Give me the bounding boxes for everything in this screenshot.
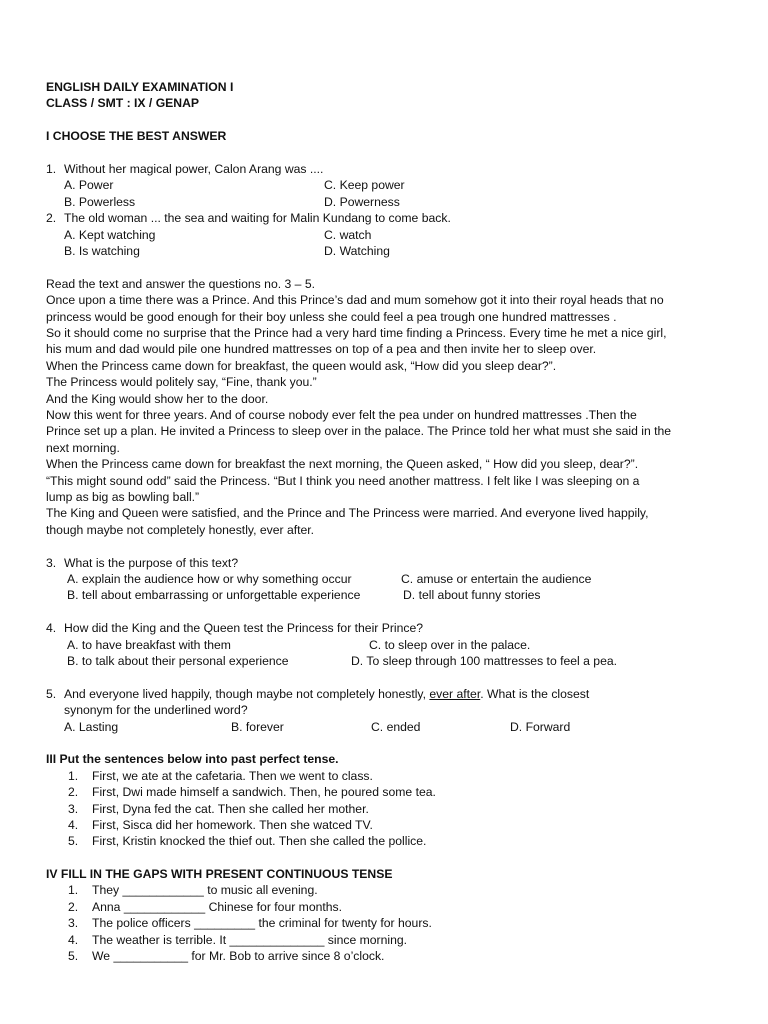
passage-line: lump as big as bowling ball.” (46, 490, 200, 505)
item-number: 1. (68, 883, 79, 898)
q3-option-d: D. tell about funny stories (403, 588, 541, 603)
item-text: They ____________ to music all evening. (92, 883, 318, 898)
section4-item (46, 899, 722, 915)
q4-number: 4. (46, 621, 57, 636)
passage-line: So it should come no surprise that the Prince had a very hard time finding a Princess. Every time he met a nice girl, (46, 325, 667, 340)
q1-text: Without her magical power, Calon Arang was .... (64, 162, 324, 176)
passage-line: next morning. (46, 440, 120, 455)
item-number: 5. (68, 949, 79, 964)
item-number: 4. (68, 817, 79, 832)
class-line: CLASS / SMT : IX / GENAP (46, 96, 200, 111)
passage-line: The King and Queen were satisfied, and the Prince and The Princess were married. And everyone lived happily, (46, 506, 649, 521)
q4-option-a: A. to have breakfast with them (67, 637, 231, 652)
q1-options-bd (46, 194, 722, 210)
section4-item (46, 882, 722, 898)
q3-options-bd (46, 587, 722, 603)
q3-option-b: B. tell about embarrassing or unforgettable experience (67, 588, 361, 603)
passage-line: princess would be good enough for their boy unless she could feel a pea trough one hundred mattresses . (46, 309, 617, 324)
q4-options-bd (46, 653, 722, 669)
q2-row (46, 210, 722, 226)
q3-options-ac (46, 571, 722, 587)
q2-text: The old woman ... the sea and waiting for Malin Kundang to come back. (64, 211, 451, 226)
passage-intro: Read the text and answer the questions no. 3 – 5. (46, 276, 315, 291)
exam-page (46, 79, 722, 964)
q3-option-c: C. amuse or entertain the audience (401, 572, 592, 587)
q2-option-c: C. watch (324, 227, 372, 242)
q4-option-c: C. to sleep over in the palace. (369, 637, 531, 652)
section3-heading: III Put the sentences below into past perfect tense. (46, 752, 339, 767)
q2-number: 2. (46, 211, 57, 226)
q5-text-line2: synonym for the underlined word? (64, 703, 248, 718)
q5-text-before: And everyone lived happily, though maybe not completely honestly, (64, 686, 430, 701)
section4-heading: IV FILL IN THE GAPS WITH PRESENT CONTINUOUS TENSE (46, 867, 393, 882)
q5-option-c: C. ended (371, 719, 421, 734)
item-text: First, we ate at the cafetaria. Then we went to class. (92, 768, 373, 783)
q3-number: 3. (46, 555, 57, 570)
item-number: 2. (68, 785, 79, 800)
q2-option-b: B. Is watching (64, 243, 140, 258)
item-text: First, Kristin knocked the thief out. Then she called the pollice. (92, 834, 427, 849)
q3-text: What is the purpose of this text? (64, 555, 239, 570)
q2-option-a: A. Kept watching (64, 227, 156, 242)
item-text: The weather is terrible. It ______________ since morning. (92, 932, 408, 947)
item-text: First, Sisca did her homework. Then she watced TV. (92, 817, 373, 832)
item-number: 5. (68, 834, 79, 849)
q3-option-a: A. explain the audience how or why something occur (67, 572, 352, 587)
q4-option-d: D. To sleep through 100 mattresses to feel a pea. (351, 653, 618, 668)
q4-row (46, 620, 722, 636)
section1-heading: I CHOOSE THE BEST ANSWER (46, 129, 227, 144)
item-number: 2. (68, 899, 79, 914)
q4-text: How did the King and the Queen test the Princess for their Prince? (64, 621, 424, 636)
section3-item (46, 817, 722, 833)
passage-line: Once upon a time there was a Prince. And this Prince’s dad and mum somehow got it into their royal heads that no (46, 293, 664, 308)
item-number: 3. (68, 916, 79, 931)
q5-options (46, 719, 722, 735)
q2-options-ac (46, 227, 722, 243)
q2-option-d: D. Watching (324, 243, 390, 258)
section3-item (46, 784, 722, 800)
q3-row (46, 555, 722, 571)
exam-title: ENGLISH DAILY EXAMINATION I (46, 80, 234, 94)
q5-option-b: B. forever (231, 719, 284, 734)
q1-option-c: C. Keep power (324, 178, 405, 193)
section3-item (46, 833, 722, 849)
item-text: We ___________ for Mr. Bob to arrive since 8 o’clock. (92, 949, 385, 964)
q5-row (46, 686, 722, 702)
passage-line: though maybe not completely honestly, ever after. (46, 522, 315, 537)
q1-options-ac (46, 177, 722, 193)
q1-option-a: A. Power (64, 178, 114, 193)
passage-line: Prince set up a plan. He invited a Princess to sleep over in the palace. The Prince told her what must she said in the (46, 424, 672, 439)
q4-options-ac (46, 637, 722, 653)
q5-number: 5. (46, 686, 57, 701)
item-text: First, Dwi made himself a sandwich. Then, he poured some tea. (92, 785, 436, 800)
passage-line: his mum and dad would pile one hundred mattresses on top of a pea and then invite her to sleep over. (46, 342, 597, 357)
item-text: The police officers _________ the criminal for twenty for hours. (92, 916, 432, 931)
item-text: Anna ____________ Chinese for four months. (92, 899, 343, 914)
q1-number: 1. (46, 162, 57, 176)
passage-line: When the Princess came down for breakfast, the queen would ask, “How did you sleep dear?”. (46, 358, 557, 373)
q5-row-2 (46, 702, 722, 718)
q5-option-d: D. Forward (510, 719, 571, 734)
q4-option-b: B. to talk about their personal experience (67, 653, 289, 668)
section4-item (46, 915, 722, 931)
passage-line: “This might sound odd” said the Princess. “But I think you need another mattress. I felt like I was sleeping on a (46, 473, 640, 488)
section4-item (46, 948, 722, 964)
q2-options-bd (46, 243, 722, 259)
section3-item (46, 768, 722, 784)
q1-row (46, 161, 722, 177)
q5-text (64, 686, 589, 702)
q1-option-b: B. Powerless (64, 194, 136, 209)
item-number: 1. (68, 768, 79, 783)
item-text: First, Dyna fed the cat. Then she called her mother. (92, 801, 369, 816)
q5-text-after: . What is the closest (480, 686, 590, 701)
q5-underlined-word: ever after (429, 686, 481, 701)
q5-option-a: A. Lasting (64, 719, 119, 734)
reading-passage (46, 292, 722, 538)
section4-item (46, 932, 722, 948)
item-number: 3. (68, 801, 79, 816)
q1-option-d: D. Powerness (324, 194, 400, 209)
passage-line: And the King would show her to the door. (46, 391, 269, 406)
passage-line: When the Princess came down for breakfast the next morning, the Queen asked, “ How did you sleep, dear?”. (46, 457, 639, 472)
passage-line: Now this went for three years. And of course nobody ever felt the pea under on hundred mattresses .Then the (46, 407, 637, 422)
item-number: 4. (68, 932, 79, 947)
passage-line: The Princess would politely say, “Fine, thank you.” (46, 375, 317, 390)
section3-item (46, 801, 722, 817)
